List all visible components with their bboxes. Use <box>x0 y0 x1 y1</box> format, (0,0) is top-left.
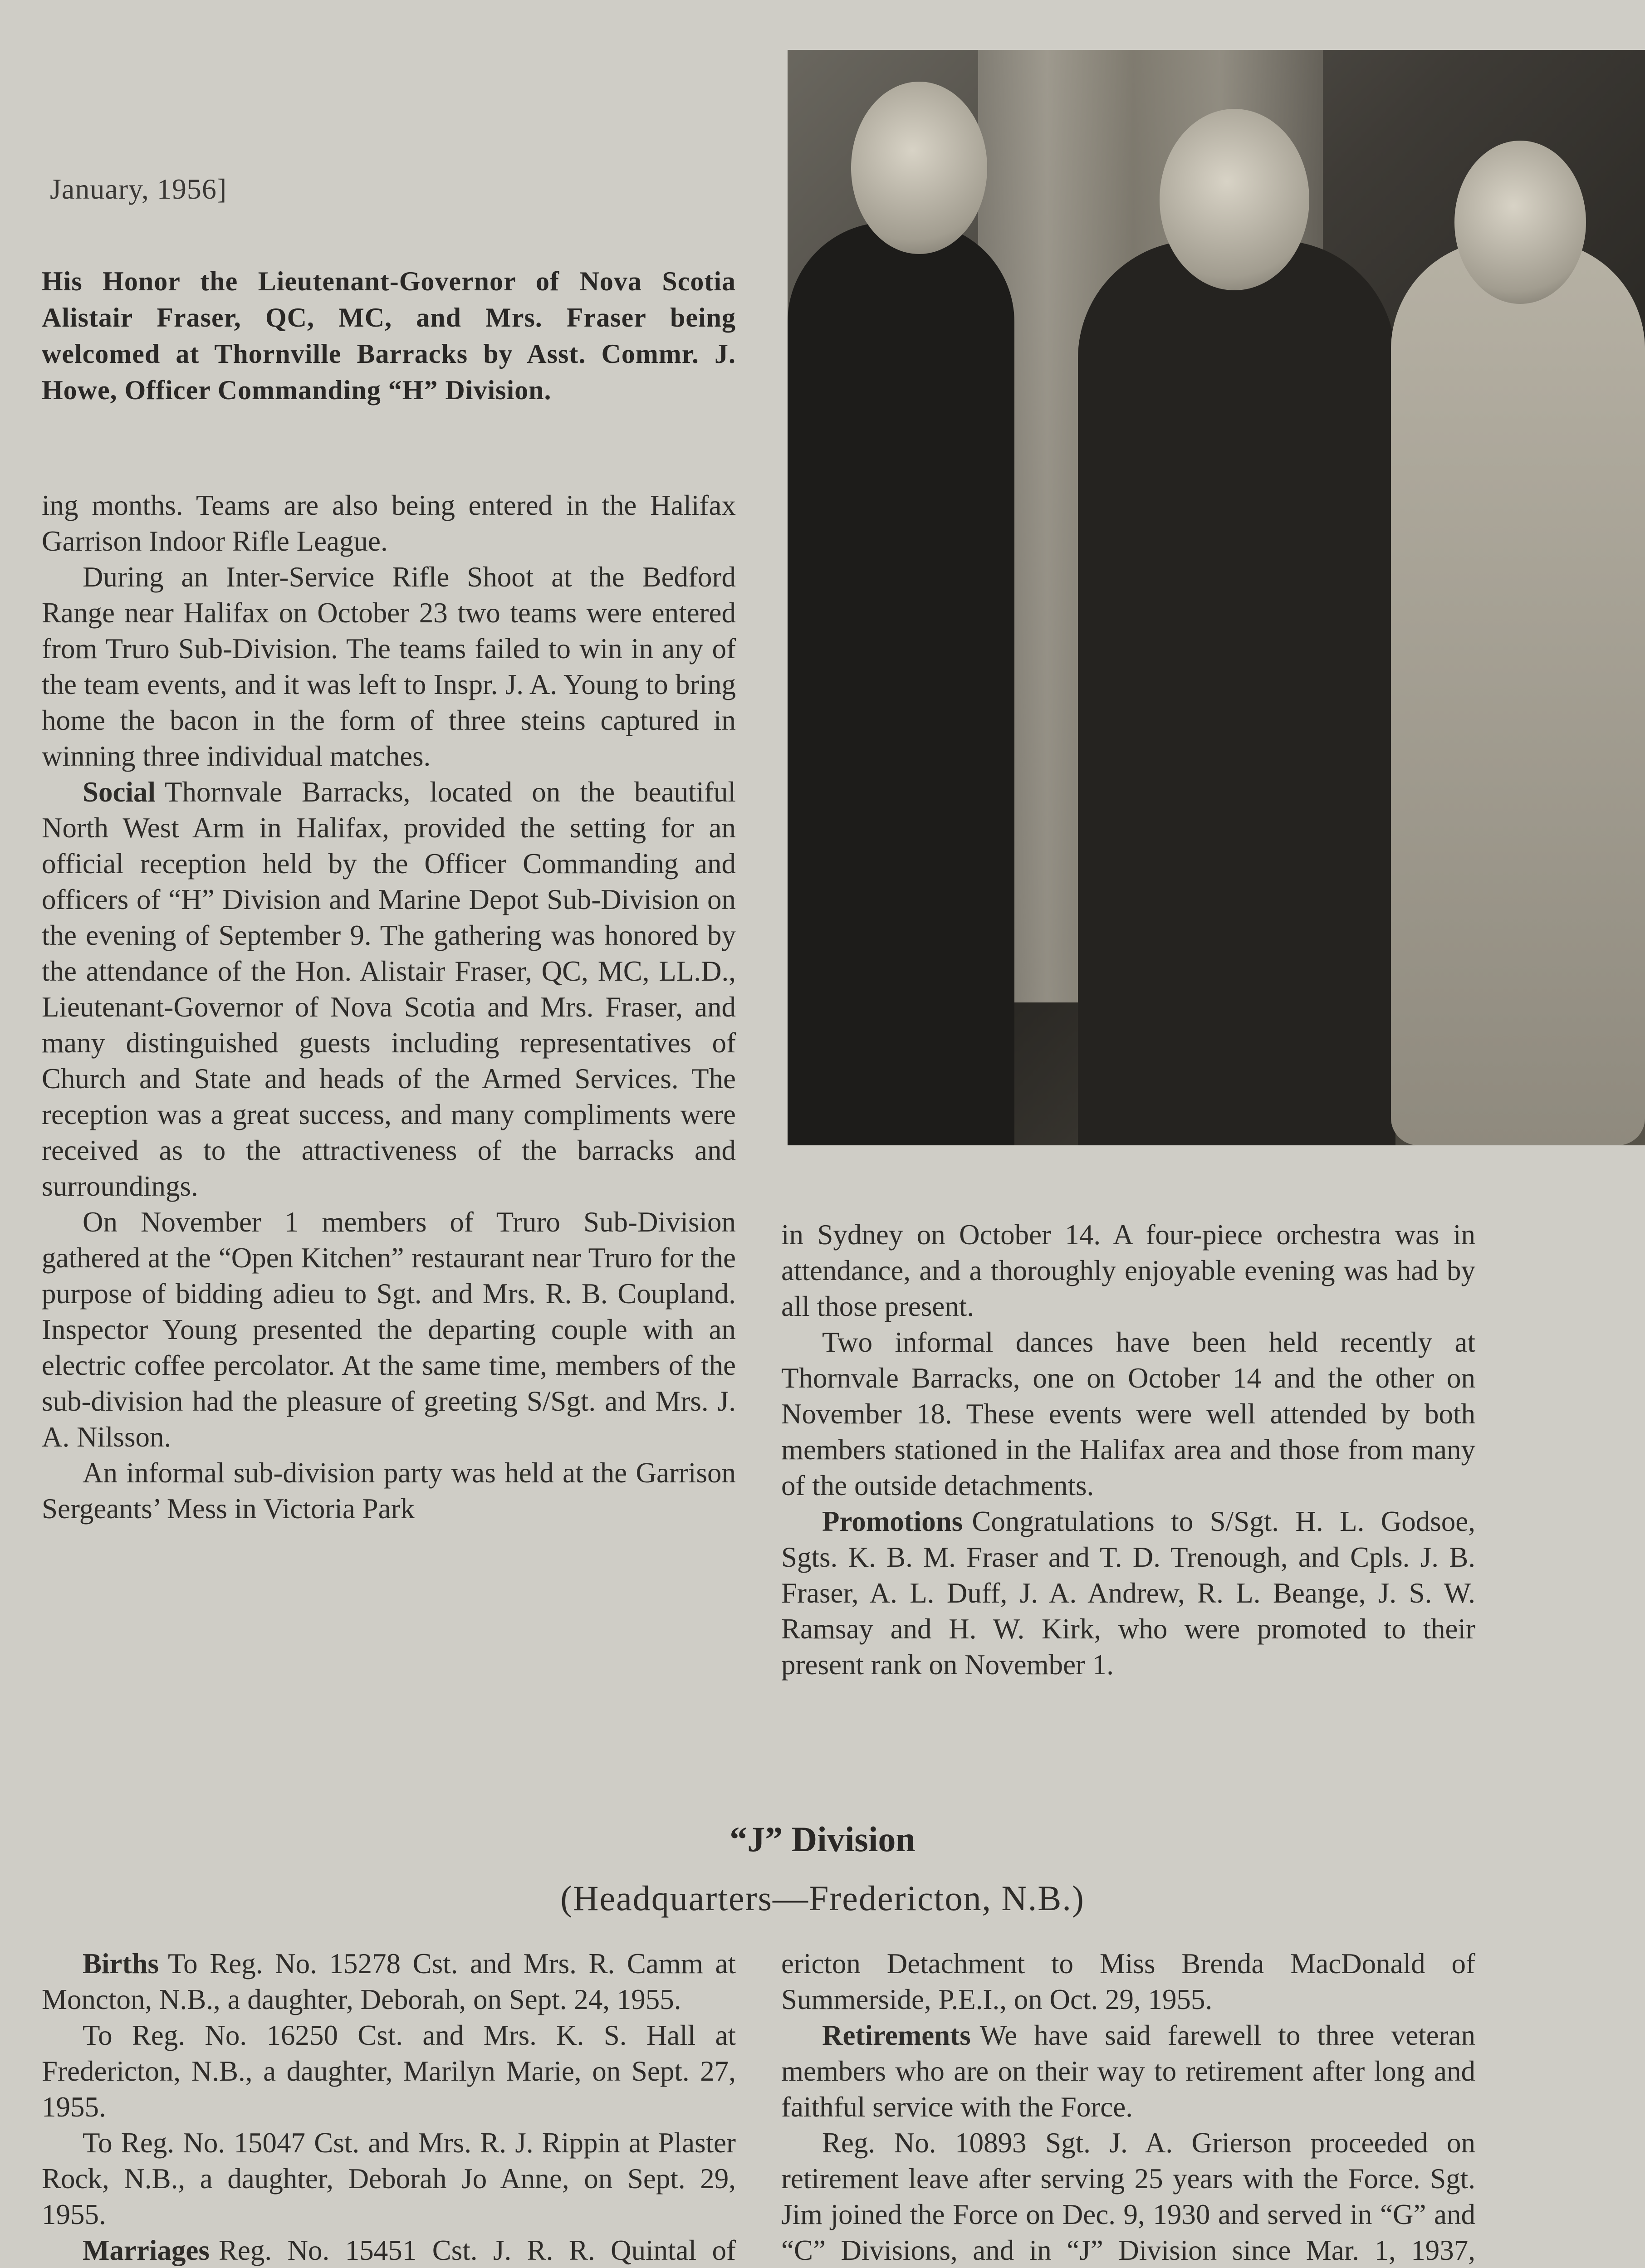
paragraph-text: To Reg. No. 15278 Cst. and Mrs. R. Camm at Moncton, N.B., a daughter, Deborah, on Sept. 24, 1955. <box>42 1948 736 2015</box>
promotions-heading: Promotions <box>822 1505 963 1537</box>
paragraph <box>42 774 736 1204</box>
paragraph-text: Reg. No. 15451 Cst. J. R. R. Quintal of <box>218 2234 736 2266</box>
paragraph <box>781 1504 1475 1683</box>
paragraph-text: On November 1 members of Truro Sub-Division gathered at the “Open Kitchen” restaurant near Truro for the purpose of bidding adieu to Sgt. and Mrs. R. B. Coupland. Inspector Young presented the departing couple with an electric coffee percolator. At the same time, members of the sub-division had the pleasure of greeting S/Sgt. and Mrs. J. A. Nilsson. <box>42 1206 736 1453</box>
paragraph-text: Thornvale Barracks, located on the beautiful North West Arm in Halifax, provided the setting for an official reception held by the Officer Commanding and officers of “H” Division and Marine Depot Sub-Division on the evening of September 9. The gathering was honored by the attendance of the Hon. Alistair Fraser, QC, MC, LL.D., Lieutenant-Governor of Nova Scotia and Mrs. Fraser, and many distinguished guests including representatives of Church and State and heads of the Armed Services. The reception was a great success, and many compliments were received as to the attractiveness of the barracks and surroundings. <box>42 776 736 1202</box>
lower-left-column <box>42 1946 736 2268</box>
marriages-heading: Marriages <box>83 2234 210 2266</box>
social-heading: Social <box>83 776 156 808</box>
paragraph <box>781 1946 1475 2018</box>
photo-officer-head <box>851 82 987 254</box>
retirements-heading: Retirements <box>822 2019 971 2051</box>
paragraph-text: Reg. No. 10893 Sgt. J. A. Grierson proceeded on retirement leave after serving 25 years with the Force. Sgt. Jim joined the Force on Dec. 9, 1930 and served in “G” and “C” Divisions, and in “J” Division since Mar. 1, 1937, <box>781 2127 1475 2266</box>
paragraph-text: We have said farewell to three veteran members who are on their way to retirement after long and faithful service with the Force. <box>781 2019 1475 2123</box>
births-heading: Births <box>83 1948 159 1980</box>
upper-right-column <box>781 1217 1475 1683</box>
paragraph <box>42 488 736 559</box>
photo-caption: His Honor the Lieutenant-Governor of Nova Scotia Alistair Fraser, QC, MC, and Mrs. Fraser being welcomed at Thornville Barracks by Asst. Commr. J. Howe, Officer Commanding “H” Division. <box>42 266 736 405</box>
photo-governor-head <box>1160 109 1309 290</box>
photo-mrs-fraser-head <box>1454 141 1586 304</box>
paragraph <box>781 2018 1475 2125</box>
paragraph-text: ericton Detachment to Miss Brenda MacDonald of Summerside, P.E.I., on Oct. 29, 1955. <box>781 1948 1475 2015</box>
paragraph <box>42 2018 736 2125</box>
section-title: “J” Division <box>729 1819 916 1859</box>
paragraph <box>42 2233 736 2268</box>
photo-governor-figure <box>1078 240 1395 1145</box>
paragraph <box>42 2125 736 2233</box>
paragraph <box>781 2125 1475 2268</box>
paragraph-text: Congratulations to S/Sgt. H. L. Godsoe, Sgts. K. B. M. Fraser and T. D. Trenough, and Cpls. J. B. Fraser, A. L. Duff, J. A. Andrew, R. L. Beange, J. S. W. Ramsay and H. W. Kirk, who were promoted to their present rank on November 1. <box>781 1505 1475 1681</box>
paragraph <box>781 1325 1475 1504</box>
photo-officer-figure <box>788 222 1014 1145</box>
paragraph <box>42 559 736 774</box>
paragraph-text: in Sydney on October 14. A four-piece orchestra was in attendance, and a thoroughly enjoyable evening was had by all those present. <box>781 1219 1475 1322</box>
lower-right-column <box>781 1946 1475 2268</box>
paragraph-text: An informal sub-division party was held at the Garrison Sergeants’ Mess in Victoria Park <box>42 1457 736 1525</box>
paragraph <box>42 1204 736 1455</box>
page-date-header: January, 1956] <box>50 173 227 205</box>
paragraph <box>42 1455 736 1527</box>
photo-mrs-fraser-figure <box>1391 240 1645 1145</box>
paragraph-text: ing months. Teams are also being entered in the Halifax Garrison Indoor Rifle League. <box>42 489 736 557</box>
paragraph-text: During an Inter-Service Rifle Shoot at the Bedford Range near Halifax on October 23 two teams were entered from Truro Sub-Division. The teams failed to win in any of the team events, and it was left to Inspr. J. A. Young to bring home the bacon in the form of three steins captured in winning three individual matches. <box>42 561 736 772</box>
paragraph <box>781 1217 1475 1325</box>
paragraph-text: To Reg. No. 15047 Cst. and Mrs. R. J. Rippin at Plaster Rock, N.B., a daughter, Deborah Jo Anne, on Sept. 29, 1955. <box>42 2127 736 2230</box>
upper-left-column <box>42 488 736 1527</box>
paragraph-text: Two informal dances have been held recently at Thornvale Barracks, one on October 14 and the other on November 18. These events were well attended by both members stationed in the Halifax area and those from many of the outside detachments. <box>781 1326 1475 1501</box>
paragraph <box>42 1946 736 2018</box>
paragraph-text: To Reg. No. 16250 Cst. and Mrs. K. S. Hall at Fredericton, N.B., a daughter, Marilyn Marie, on Sept. 27, 1955. <box>42 2019 736 2123</box>
reception-photo <box>788 50 1645 1145</box>
section-subtitle: (Headquarters—Fredericton, N.B.) <box>560 1878 1085 1918</box>
